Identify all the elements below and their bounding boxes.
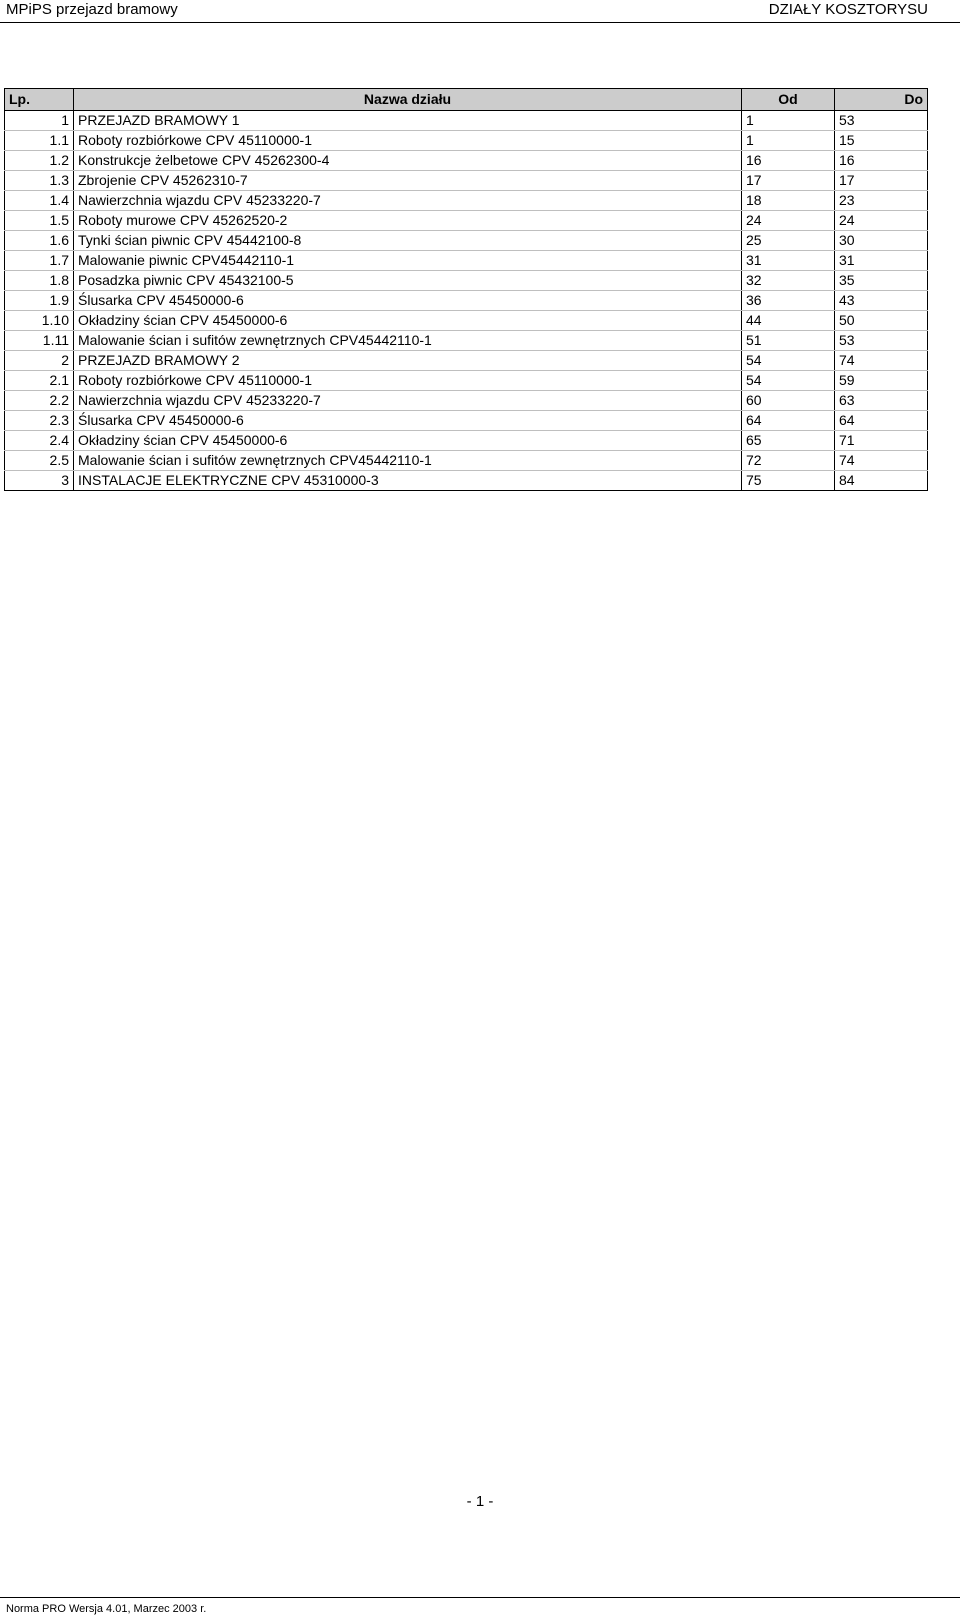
table-row: [5, 351, 928, 371]
cell-lp: 1.4: [5, 191, 74, 211]
table-row: [5, 451, 928, 471]
cell-to: 24: [835, 211, 928, 231]
table-row: [5, 131, 928, 151]
cell-from: 54: [742, 351, 835, 371]
project-title: MPiPS przejazd bramowy: [6, 1, 178, 18]
table-row: [5, 331, 928, 351]
cell-to: 74: [835, 351, 928, 371]
cell-name: PRZEJAZD BRAMOWY 2: [74, 351, 742, 371]
cell-from: 25: [742, 231, 835, 251]
cell-name: PRZEJAZD BRAMOWY 1: [74, 111, 742, 131]
cell-from: 1: [742, 111, 835, 131]
cell-lp: 1.3: [5, 171, 74, 191]
table-row: [5, 111, 928, 131]
cell-to: 15: [835, 131, 928, 151]
table-row: [5, 271, 928, 291]
cell-from: 51: [742, 331, 835, 351]
cell-name: Zbrojenie CPV 45262310-7: [74, 171, 742, 191]
cell-lp: 1.1: [5, 131, 74, 151]
cell-name: Malowanie ścian i sufitów zewnętrznych CPV45442110-1: [74, 451, 742, 471]
cell-name: Tynki ścian piwnic CPV 45442100-8: [74, 231, 742, 251]
cell-lp: 1.11: [5, 331, 74, 351]
cell-lp: 1.7: [5, 251, 74, 271]
cell-lp: 1.2: [5, 151, 74, 171]
cell-from: 31: [742, 251, 835, 271]
column-header-from: Od: [742, 89, 835, 111]
column-header-name: Nazwa działu: [74, 89, 742, 111]
table-row: [5, 371, 928, 391]
table-row: [5, 251, 928, 271]
cell-to: 84: [835, 471, 928, 491]
table-header-row: [5, 89, 928, 111]
cell-from: 60: [742, 391, 835, 411]
cell-from: 65: [742, 431, 835, 451]
cell-lp: 1.9: [5, 291, 74, 311]
cell-from: 24: [742, 211, 835, 231]
cell-to: 31: [835, 251, 928, 271]
table-row: [5, 471, 928, 491]
cell-name: Nawierzchnia wjazdu CPV 45233220-7: [74, 191, 742, 211]
cell-to: 53: [835, 331, 928, 351]
software-version: Norma PRO Wersja 4.01, Marzec 2003 r.: [6, 1603, 207, 1615]
cell-to: 23: [835, 191, 928, 211]
cell-to: 50: [835, 311, 928, 331]
cell-to: 64: [835, 411, 928, 431]
table-row: [5, 171, 928, 191]
cell-lp: 2.5: [5, 451, 74, 471]
table-body: [5, 111, 928, 491]
cell-name: Ślusarka CPV 45450000-6: [74, 291, 742, 311]
cell-name: Roboty murowe CPV 45262520-2: [74, 211, 742, 231]
cell-lp: 1.8: [5, 271, 74, 291]
cell-to: 17: [835, 171, 928, 191]
cell-to: 71: [835, 431, 928, 451]
cell-from: 54: [742, 371, 835, 391]
cell-lp: 2: [5, 351, 74, 371]
cell-name: Okładziny ścian CPV 45450000-6: [74, 311, 742, 331]
cell-from: 16: [742, 151, 835, 171]
page-footer: [0, 1597, 960, 1615]
cell-name: Roboty rozbiórkowe CPV 45110000-1: [74, 371, 742, 391]
table-row: [5, 391, 928, 411]
cell-from: 17: [742, 171, 835, 191]
table-row: [5, 211, 928, 231]
cell-to: 74: [835, 451, 928, 471]
cell-lp: 1: [5, 111, 74, 131]
cell-from: 64: [742, 411, 835, 431]
cell-from: 44: [742, 311, 835, 331]
cell-to: 43: [835, 291, 928, 311]
table-row: [5, 231, 928, 251]
table-row: [5, 411, 928, 431]
cell-from: 75: [742, 471, 835, 491]
cell-lp: 2.2: [5, 391, 74, 411]
table-row: [5, 431, 928, 451]
cell-lp: 1.5: [5, 211, 74, 231]
page-number: - 1 -: [466, 1493, 494, 1510]
cell-to: 63: [835, 391, 928, 411]
cell-to: 30: [835, 231, 928, 251]
cell-to: 53: [835, 111, 928, 131]
section-title: DZIAŁY KOSZTORYSU: [768, 1, 928, 18]
cell-lp: 2.4: [5, 431, 74, 451]
table-row: [5, 151, 928, 171]
cell-lp: 1.10: [5, 311, 74, 331]
table-row: [5, 311, 928, 331]
cost-sections-table: [4, 88, 928, 491]
cell-from: 72: [742, 451, 835, 471]
cell-name: Roboty rozbiórkowe CPV 45110000-1: [74, 131, 742, 151]
page-header: [0, 0, 960, 23]
cell-name: Okładziny ścian CPV 45450000-6: [74, 431, 742, 451]
cell-from: 18: [742, 191, 835, 211]
cell-from: 1: [742, 131, 835, 151]
cell-to: 16: [835, 151, 928, 171]
column-header-lp: Lp.: [5, 89, 74, 111]
cell-name: Konstrukcje żelbetowe CPV 45262300-4: [74, 151, 742, 171]
cell-lp: 2.1: [5, 371, 74, 391]
cell-from: 36: [742, 291, 835, 311]
cell-name: INSTALACJE ELEKTRYCZNE CPV 45310000-3: [74, 471, 742, 491]
cell-name: Posadzka piwnic CPV 45432100-5: [74, 271, 742, 291]
table-row: [5, 191, 928, 211]
cell-name: Nawierzchnia wjazdu CPV 45233220-7: [74, 391, 742, 411]
cell-lp: 1.6: [5, 231, 74, 251]
cell-name: Malowanie piwnic CPV45442110-1: [74, 251, 742, 271]
cell-lp: 2.3: [5, 411, 74, 431]
cell-name: Ślusarka CPV 45450000-6: [74, 411, 742, 431]
cell-to: 59: [835, 371, 928, 391]
cell-lp: 3: [5, 471, 74, 491]
cell-name: Malowanie ścian i sufitów zewnętrznych CPV45442110-1: [74, 331, 742, 351]
column-header-to: Do: [835, 89, 928, 111]
cell-to: 35: [835, 271, 928, 291]
cell-from: 32: [742, 271, 835, 291]
table-row: [5, 291, 928, 311]
